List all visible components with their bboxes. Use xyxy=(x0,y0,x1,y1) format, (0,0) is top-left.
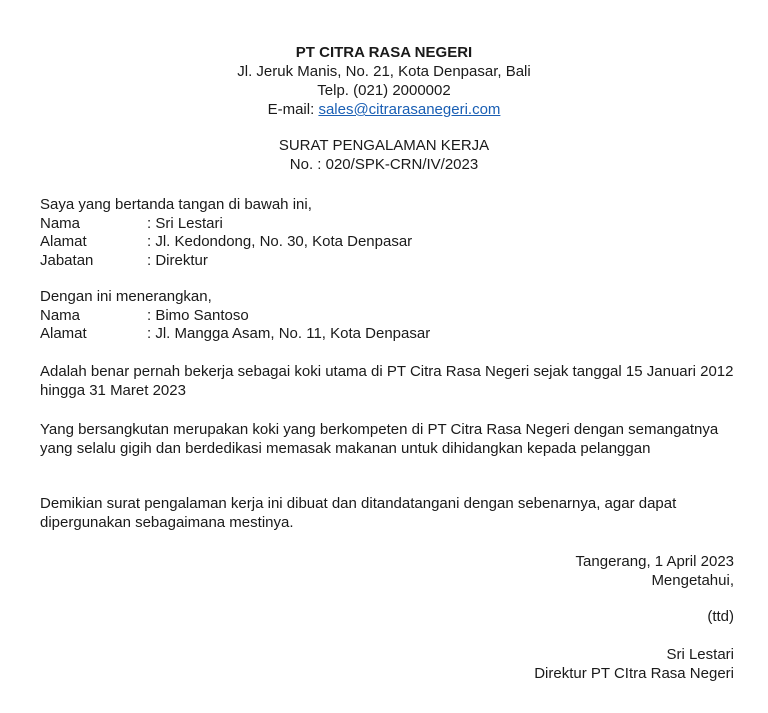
subject-section xyxy=(40,288,740,344)
signer-row xyxy=(40,233,740,252)
signer-row xyxy=(40,252,740,271)
signer-address-value: : Jl. Kedondong, No. 30, Kota Denpasar xyxy=(147,233,413,250)
signature-mark: (ttd) xyxy=(707,608,734,625)
subject-name-label: Nama xyxy=(40,306,81,324)
signer-section xyxy=(40,196,740,270)
subject-name-value: : Bimo Santoso xyxy=(147,306,249,324)
company-phone: Telp. (021) 2000002 xyxy=(317,82,451,99)
signer-address-label: Alamat xyxy=(40,233,87,250)
subject-address-label: Alamat xyxy=(40,325,87,342)
letter-number: No. : 020/SPK-CRN/IV/2023 xyxy=(289,156,479,173)
competence-paragraph: Yang bersangkutan merupakan koki yang berkompeten di PT Citra Rasa Negeri dengan semangatnya yang selalu gigih dan berdedikasi memasak makanan untuk dihidangkan kepada pelanggan xyxy=(40,421,719,457)
signer-row xyxy=(40,215,740,234)
signer-intro: Saya yang bertanda tangan di bawah ini, xyxy=(40,196,312,213)
employment-paragraph: Adalah benar pernah bekerja sebagai koki utama di PT Citra Rasa Negeri sejak tanggal 15 Januari 2012 hingga 31 Maret 2023 xyxy=(40,363,734,399)
signer-name-value: : Sri Lestari xyxy=(147,214,223,232)
subject-row xyxy=(40,325,740,344)
signer-position-label: Jabatan xyxy=(40,251,94,269)
company-name: PT CITRA RASA NEGERI xyxy=(295,44,473,61)
email-label: E-mail: xyxy=(267,101,319,118)
company-email-line xyxy=(0,100,768,119)
acknowledged-label: Mengetahui, xyxy=(651,572,734,589)
email-link[interactable]: sales@citrarasanegeri.com xyxy=(318,101,501,118)
letter-title: SURAT PENGALAMAN KERJA xyxy=(278,137,490,154)
subject-row xyxy=(40,307,740,326)
signatory-name: Sri Lestari xyxy=(666,646,734,663)
place-date: Tangerang, 1 April 2023 xyxy=(575,553,734,570)
letter-title-block xyxy=(0,136,768,174)
signatory-block xyxy=(534,645,734,683)
subject-address-value: : Jl. Mangga Asam, No. 11, Kota Denpasar xyxy=(147,325,431,342)
closing-date-block xyxy=(576,552,734,590)
letterhead xyxy=(0,43,768,119)
subject-intro: Dengan ini menerangkan, xyxy=(40,288,212,305)
closing-paragraph: Demikian surat pengalaman kerja ini dibuat dan ditandatangani dengan sebenarnya, agar dapat dipergunakan sebagaimana mestinya. xyxy=(40,495,677,531)
signatory-position: Direktur PT CItra Rasa Negeri xyxy=(534,665,734,682)
signer-position-value: : Direktur xyxy=(147,251,208,269)
company-address: Jl. Jeruk Manis, No. 21, Kota Denpasar, Bali xyxy=(237,63,531,80)
signer-name-label: Nama xyxy=(40,214,81,232)
